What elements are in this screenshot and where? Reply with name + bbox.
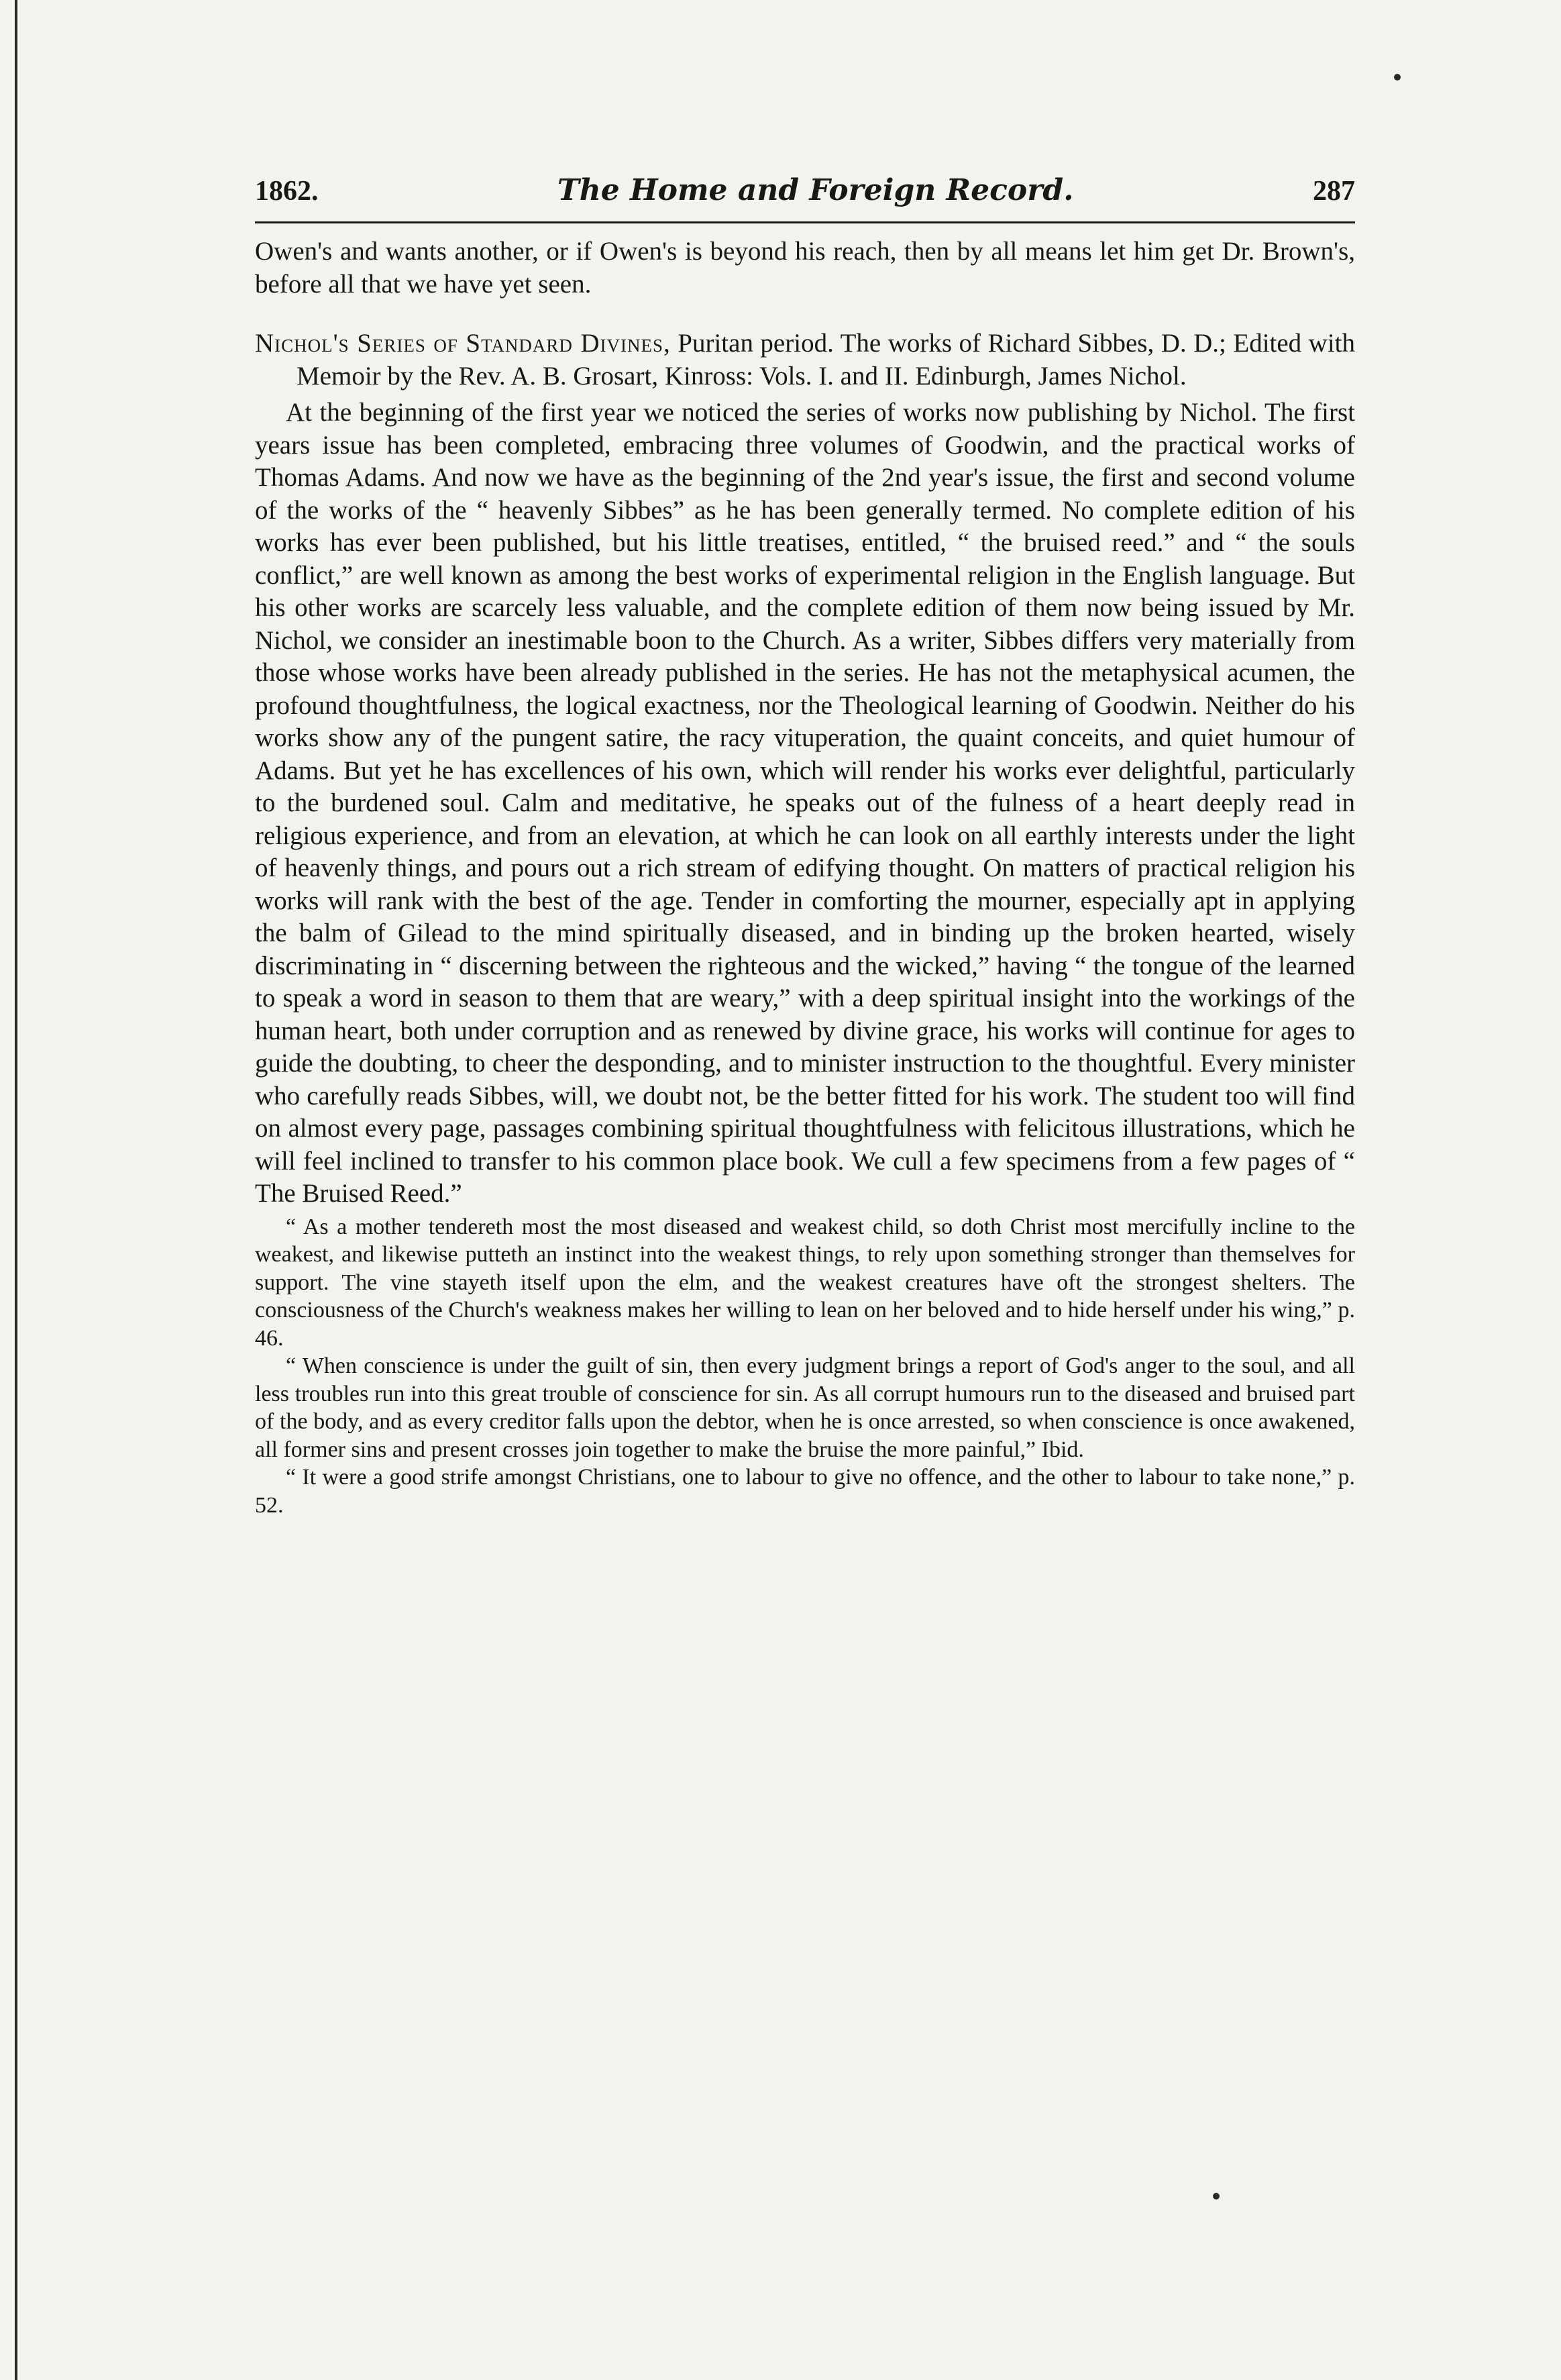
journal-title: The Home and Foreign Record.: [557, 173, 1074, 207]
paragraph-continuation: Owen's and wants another, or if Owen's is beyond his reach, then by all means let him get Dr. Brown's, before all that we have yet seen.: [255, 237, 1355, 299]
running-header: [255, 173, 1355, 216]
quotation-1: “ As a mother tendereth most the most diseased and weakest child, so doth Christ most mercifully incline to the weakest, and likewise putteth an instinct into the weakest things, to rely upon something stronger than themselves for support. The vine stayeth itself upon the elm, and the weakest creatures have oft the strongest shelters. The consciousness of the Church's weakness makes her willing to lean on her beloved and to hide herself under his wing,” p. 46.: [255, 1214, 1355, 1351]
document-page: [255, 173, 1355, 1519]
book-notice-details: Puritan period. The works of Richard Sibbes, D. D.; Edited with Memoir by the Rev. A. B. Grosart, Kinross: Vols. I. and II. Edinburgh, James Nichol.: [297, 329, 1356, 391]
quotation-2: “ When conscience is under the guilt of sin, then every judgment brings a report of God's anger to the soul, and all less troubles run into this great trouble of conscience for sin. As all corrupt humours run to the diseased and bruised part of the body, and as every creditor falls upon the debtor, when he is once arrested, so when conscience is once awakened, all former sins and present crosses join together to make the bruise the more painful,” Ibid.: [255, 1353, 1355, 1462]
book-notice-heading: [255, 327, 1355, 393]
page-binding-edge: [15, 0, 17, 2380]
header-rule: [255, 221, 1355, 223]
review-paragraph: At the beginning of the first year we noticed the series of works now publishing by Nichol. The first years issue has been completed, embracing three volumes of Goodwin, and the practical works of Thomas Adams. And now we have as the beginning of the 2nd year's issue, the first and second volume of the works of the “ heavenly Sibbes” as he has been generally termed. No complete edition of his works has ever been published, but his little treatises, entitled, “ the bruised reed.” and “ the souls conflict,” are well known as among the best works of experimental religion in the English language. But his other works are scarcely less valuable, and the complete edition of them now being issued by Mr. Nichol, we consider an inestimable boon to the Church. As a writer, Sibbes differs very materially from those whose works have been already published in the series. He has not the metaphysical acumen, the profound thoughtfulness, the logical exactness, nor the Theological learning of Goodwin. Neither do his works show any of the pungent satire, the racy vituperation, the quaint conceits, and quiet humour of Adams. But yet he has excellences of his own, which will render his works ever delightful, particularly to the burdened soul. Calm and meditative, he speaks out of the fulness of a heart deeply read in religious experience, and from an elevation, at which he can look on all earthly interests under the light of heavenly things, and pours out a rich stream of edifying thought. On matters of practical religion his works will rank with the best of the age. Tender in comforting the mourner, especially apt in applying the balm of Gilead to the mind spiritually diseased, and in binding up the broken hearted, wisely discriminating in “ discerning between the righteous and the wicked,” having “ the tongue of the learned to speak a word in season to them that are weary,” with a deep spiritual insight into the workings of the human heart, both under corruption and as renewed by divine grace, his works will continue for ages to guide the doubting, to cheer the desponding, and to minister instruction to the thoughtful. Every minister who carefully reads Sibbes, will, we doubt not, be the better fitted for his work. The student too will find on almost every page, passages combining spiritual thoughtfulness with felicitous illustrations, which he will feel inclined to transfer to his common place book. We cull a few specimens from a few pages of “ The Bruised Reed.”: [255, 398, 1355, 1208]
header-year: 1862.: [255, 176, 319, 207]
quotation-3: “ It were a good strife amongst Christians, one to labour to give no offence, and the other to labour to take none,” p. 52.: [255, 1465, 1355, 1518]
page-number: 287: [1313, 176, 1355, 207]
page-speck-top: [1394, 74, 1401, 81]
page-speck-bottom: [1213, 2193, 1220, 2200]
series-title: Nichol's Series of Standard Divines,: [255, 329, 671, 358]
